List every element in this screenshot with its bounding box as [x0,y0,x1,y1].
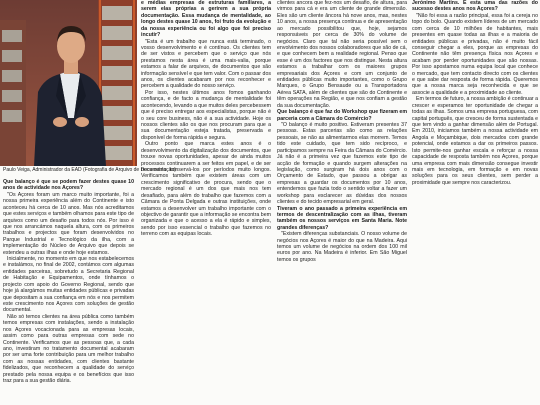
article-column-3 [277,0,407,405]
article-paragraph: Em termos de futuro, a nossa ambição é continuar a crescer e esperamos ter oportunidade de chegar a todas as ilhas. Somos uma empresa portuguesa, com capital português, que cresceu de forma sustentada e que tem vindo a ganhar dimensão além de Portugal. Em 2010, iniciamos também a nossa actividade em Angola e Moçambique, dois mercados com grande potencial, onde estamos a dar os primeiros passos. Isto permite-nos ganhar escala e reforçar a nossa capacidade de resposta também nos Açores, porque uma empresa com mais dimensão consegue investir mais em tecnologia, em formação e em novas soluções para os seus clientes, sem perder a proximidade que sempre nos caracterizou. [412,96,538,186]
interview-question: Que balanço é que faz do Workshop que fizeram em parceria com a Câmara do Comércio? [277,109,408,122]
photo-caption: Paulo Veiga, Administrador da EAD (Fotografia de Arquivo de Documentação) [3,167,176,173]
interview-question: Jerónimo Martins. E esta uma das razões do sucesso destes anos nos Açores? [412,0,538,13]
portrait-photo [0,0,137,166]
interview-question: Que balanço é que se podem fazer destes quase 10 anos de actividade nos Açores? [3,179,134,192]
warehouse-photo-illustration [0,0,137,166]
article-paragraph: "O balanço é muito positivo. Estiveram presentes 37 pessoas. Estas parcerias são como as relações pessoais, se não as alimentarmos elas morrem. Temos tido este cuidado, que tem sido recíproco, e participamos sempre na Feira da Câmara do Comércio. Já não é a primeira vez que fazemos este tipo de acção de formação e quando surgem alterações na legislação, como surgiram há dois anos com o Orçamento de Estado, que passou a obrigar as empresas a guardar os documentos por 10 anos, entendemos que fazia todo o sentido voltar a fazer um workshop para esclarecer as dúvidas dos nossos clientes e do tecido empresarial em geral. [277,122,407,206]
article-paragraph: "Existem diferenças substanciais. O nosso volume de negócios nos Açores é maior do que na Madeira. Aqui temos um volume de negócios na ordem dos 100 mil euros por ano. Na Madeira é inferior. Em São Miguel temos os grupos [277,231,407,263]
article-paragraph: Outro ponto que marca estes anos é o desenvolvimento da digitalização dos documentos, que trouxe novas oportunidades, apesar de ainda muitos processos continuarem a ser feitos em papel, e de ser necessário conservá-los por períodos muito longos. Verificamos também que existem áreas com um crescimento significativo de procura, sendo que o mercado regional é um dos que mais nos tem desafiado, para além do trabalho que fazemos com a Câmara de Ponta Delgada e outras instituições, onde estamos a desenvolver um trabalho importante com o objectivo de garantir que a informação se encontra bem organizada e que o acesso a ela é rápido e simples, sendo por isso essencial o trabalho que fazemos no terreno com as equipas locais. [141,141,271,238]
article-paragraph: "Não foi essa a razão principal, essa foi a cereja no topo do bolo. Quando existem líderes de um mercado com cerca de 10 milhões de habitantes, mais presentes em quase todas as ilhas e a maioria de entidades públicas e privadas, não é muito fácil conseguir chegar a eles, porque as empresas do Continente não têm presença física nos Açores e acabam por perder oportunidades que são nossas. Por isso apostamos numa equipa local que conhece o mercado, que tem contacto directo com os clientes e que sabe dar resposta de forma rápida. Queremos que a nossa marca seja reconhecida e que se associe a qualidade e a proximidade ao cliente. [412,12,538,96]
article-paragraph: clientes ancora que fez-nos um desafio, de altura, para virmos para cá e era um cliente de grande dimensão. Eles são um cliente âncora há nove anos, mas, nestes 10 anos, a nossa presença continua e de apresentação ao mercado possibilitou que, hoje, sejamos responsáveis por cerca de 30% do volume de negócios. Claro que tal não seria possível sem o envolvimento dos nossos colaboradores que são de cá, e que conhecem bem a realidade regional. Penso que esse é um dos factores que nos distingue. Nesta altura estamos a trabalhar com os maiores grupos empresariais dos Açores e com um conjunto de entidades públicas muito importantes, como o Grupo Marques, o Grupo Bensaude ou a Transportadora Aérea SATA, além de clientes que são do Continente e têm operações na Região, e que nos confiam a gestão da sua documentação. [277,0,407,109]
article-paragraph: Inicialmente, no momento em que nos estabelecemos e instalámos, no final de 2002, contámos com algumas entidades parceiras, sobretudo a Secretaria Regional de Habitação e Equipamentos, onde tínhamos o projecto com apoio do Governo Regional, sendo que hoje já alargámos muitas entidades públicas e privadas que depositam a sua confiança em nós e nos permitem este crescimento nos Açores com soluções de gestão documental. [3,256,134,314]
article-column-2 [141,0,271,405]
article-paragraph: "Esta é um trabalho que nunca está terminado, o vosso desenvolvimento e é contínuo. Os clientes tem de ser vistos e percebem que o serviço que nós prestamos nesta área é uma mais-valia, porque estamos a falar de arquivos, de documentos que são informação sensível e que tem valor. Com o passar dos anos, os clientes acabaram por nos reconhecer e percebem a qualidade do nosso serviço. [141,38,271,90]
interview-question: Tiveram o ano passado a primeira experiência em termos de descentralização com as ilhas, tiveram também os nossos serviços em Santa Maria. Note grandes diferenças? [277,205,407,231]
article-paragraph: "Os Açores foram um marco muito importante, foi a nossa primeira experiência além do Continente e isto aconteceu há cerca de 10 anos. Mas nós acreditamos que estes serviços e também olhamos para este tipo de arquivos como um desafio para todos nós. Por isso é que nos arrancámos naquela altura, com os primeiros trabalhos e projectos que foram desenvolvidos no Parque Industrial e Tecnológico da ilha, com a implementação do Núcleo de Arquivo que depois se estendeu a outras ilhas e onde hoje estamos. [3,191,134,256]
article-paragraph: Não só temos clientes na área pública como também temos empresas com instalações, sendo a instalação nos Açores vocacionada para as empresas locais, assim como para outras empresas com sede no Continente. Verificamos que as pessoas que, a cada ano, investiram no tratamento documental acabaram por ser uma forte contribuição para um melhor trabalho com as nossas entidades, com clientes bastante fidelizados, que reconhecem a qualidade do serviço prestado pela nossa equipa e os benefícios que isso traz para a sua gestão diária. [3,313,134,385]
article-column-1 [3,179,134,405]
interview-question: e médias empresas de estruturas familiares, a serem elas próprias a gerirem a sua própria documentação. Essa mudança de mentalidade, ao longo destes quase 10 anos, foi fruto da evolução e da nossa experiência ou foi algo que foi preciso incutir? [141,0,271,39]
article-paragraph: Por isso, nestes últimos anos fomos ganhando confiança, e de facto a mudança de mentalidade foi acontecendo, levando a que muitos deles percebessem que é preciso entregar aos especialistas, porque não é o seu core business, não é a sua actividade. Hoje os nossos clientes são os que nos procuram para que a sua documentação esteja tratada, preservada e disponível de forma rápida e segura. [141,89,271,141]
article-column-4 [412,0,538,405]
